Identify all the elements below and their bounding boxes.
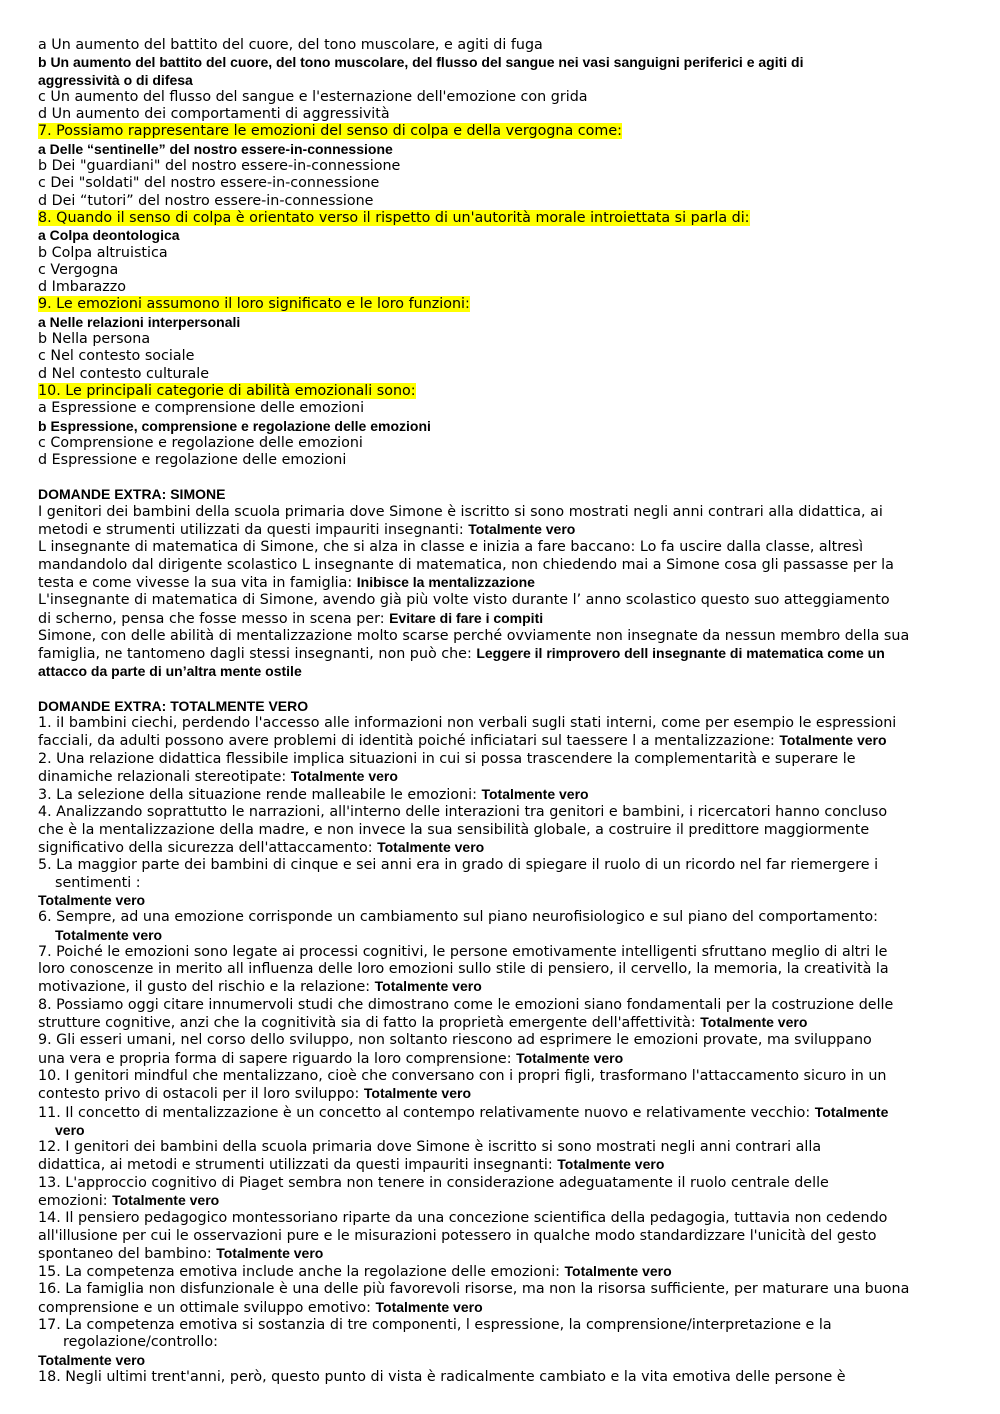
tv-item-8-line1: 8. Possiamo oggi citare innumervoli studi che dimostrano come le emozioni siano fondamentali per la costruzione delle (38, 996, 894, 1013)
tv-item-3-text: 3. La selezione della situazione rende malleabile le emozioni: (38, 787, 482, 804)
simone-p3-line1: L'insegnante di matematica di Simone, avendo già più volte visto durante l’ anno scolastico questo suo atteggiamento (38, 592, 890, 609)
q6-option-b-correct: b Un aumento del battito del cuore, del tono muscolare, del flusso del sangue nei vasi sanguigni periferici e agiti di (38, 54, 804, 71)
q10-option-a: a Espressione e comprensione delle emozioni (38, 400, 365, 417)
tv-item-14-line2: all'illusione per cui le osservazioni pure e le misurazioni potessero in qualche modo standardizzare l'unicità del gesto (38, 1227, 877, 1244)
simone-p4-line1: Simone, con delle abilità di mentalizzazione molto scarse perché ovviamente non insegnate da nessun membro della sua (38, 627, 910, 644)
tv-item-10-line1: 10. I genitori mindful che mentalizzano, cioè che conversano con i propri figli, trasformano l'attaccamento sicuro in un (38, 1067, 887, 1084)
tv-item-10-line2 (38, 1085, 968, 1103)
q6-option-c: c Un aumento del flusso del sangue e l'esternazione dell'emozione con grida (38, 88, 588, 105)
tv-item-12-text: didattica, ai metodi e strumenti utilizzati da questi impauriti insegnanti: (38, 1157, 558, 1174)
simone-p2-line1: L insegnante di matematica di Simone, che si alza in classe e inizia a fare baccano: Lo fa uscire dalla classe, altresì (38, 539, 864, 556)
tv-item-13-answer: Totalmente vero (112, 1192, 220, 1208)
q8-option-c: c Vergogna (38, 261, 119, 278)
q6-option-a: a Un aumento del battito del cuore, del tono muscolare, e agiti di fuga (38, 37, 543, 53)
simone-p2-line2: mandandolo dal dirigente scolastico L insegnante di matematica, non chiedendo mai a Simone cosa gli passasse per la (38, 556, 894, 573)
tv-item-9-answer: Totalmente vero (516, 1049, 624, 1066)
tv-item-4-answer: Totalmente vero (377, 839, 485, 856)
simone-p4-line2 (38, 645, 968, 663)
tv-item-14-text: spontaneo del bambino: (38, 1245, 217, 1262)
tv-item-18-line1: 18. Negli ultimi trent'anni, però, questo punto di vista è radicalmente cambiato e la vita emotiva delle persone è (38, 1368, 846, 1385)
tv-item-10-answer: Totalmente vero (363, 1085, 471, 1102)
q7-option-a-correct: a Delle “sentinelle” del nostro essere-in-connessione (38, 140, 393, 157)
tv-item-17-answer: Totalmente vero (38, 1351, 146, 1368)
q9-option-a-correct: a Nelle relazioni interpersonali (38, 313, 241, 330)
tv-item-8-answer: Totalmente vero (700, 1014, 808, 1031)
tv-item-11-answer-cont: vero (55, 1121, 85, 1138)
q6-option-b-correct-cont: aggressività o di difesa (38, 71, 193, 88)
tv-item-1-line1: 1. iI bambini ciechi, perdendo l'accesso alle informazioni non verbali sugli stati interni, come per esempio le espressioni (38, 714, 897, 731)
tv-item-15-answer: Totalmente vero (564, 1263, 672, 1280)
tv-item-17-line1: 17. La competenza emotiva si sostanzia di tre componenti, l espressione, la comprensione/interpretazione e la (38, 1317, 832, 1334)
tv-item-5-line1: 5. La maggior parte dei bambini di cinque e sei anni era in grado di spiegare il ruolo di un ricordo nel far riemergere i (38, 857, 879, 874)
tv-item-13-text: emozioni: (38, 1193, 113, 1209)
tv-item-4-line1: 4. Analizzando soprattutto le narrazioni, all'interno delle interazioni tra genitori e bambini, i ricercatori hanno concluso (38, 804, 888, 821)
tv-item-15-text: 15. La competenza emotiva include anche la regolazione delle emozioni: (38, 1264, 565, 1281)
simone-p1-line2 (38, 521, 968, 539)
q9-option-d: d Nel contesto culturale (38, 365, 210, 382)
tv-item-1-text: facciali, da adulti possono avere problemi di identità poiché inficiatari sul taessere l a mentalizzazione: (38, 733, 780, 750)
tv-item-16-text: comprensione e un ottimale sviluppo emotivo: (38, 1299, 376, 1316)
tv-item-5-line2: sentimenti : (55, 874, 141, 891)
tv-item-7-line3 (38, 978, 968, 996)
q10-question: 10. Le principali categorie di abilità emozionali sono: (38, 382, 416, 399)
tv-item-6-line1: 6. Sempre, ad una emozione corrisponde un cambiamento sul piano neurofisiologico e sul piano del comportamento: (38, 909, 878, 926)
tv-item-11-text: 11. Il concetto di mentalizzazione è un concetto al contempo relativamente nuovo e relativamente vecchio: (38, 1104, 815, 1121)
q8-option-d: d Imbarazzo (38, 279, 126, 296)
q9-option-c: c Nel contesto sociale (38, 348, 195, 365)
tv-item-4-text: significativo della sicurezza dell'attaccamento: (38, 840, 378, 857)
q7-option-d: d Dei “tutori” del nostro essere-in-connessione (38, 192, 374, 209)
simone-p1-line1: I genitori dei bambini della scuola primaria dove Simone è iscritto si sono mostrati negli anni contrari alla didattica, ai (38, 503, 883, 520)
q10-option-d: d Espressione e regolazione delle emozioni (38, 452, 347, 469)
simone-p1-answer: Totalmente vero (468, 521, 576, 538)
tv-item-7-answer: Totalmente vero (374, 978, 482, 995)
tv-item-8-text: strutture cognitive, anzi che la cognitività sia di fatto la proprietà emergente dell'affettività: (38, 1015, 701, 1032)
q9-question: 9. Le emozioni assumono il loro significato e le loro funzioni: (38, 296, 470, 313)
q7-option-c: c Dei "soldati" del nostro essere-in-connessione (38, 175, 380, 192)
totalmente-vero-heading: DOMANDE EXTRA: TOTALMENTE VERO (38, 697, 309, 714)
tv-item-14-line3 (38, 1245, 968, 1263)
tv-item-3-line1 (38, 786, 968, 804)
tv-item-14-line1: 14. Il pensiero pedagogico montessoriano riparte da una concezione scientifica della pedagogia, tuttavia non cedendo (38, 1210, 888, 1227)
tv-item-4-line3 (38, 839, 968, 857)
simone-p4-answer-cont: attacco da parte di un’altra mente ostile (38, 663, 302, 680)
simone-p2-answer: Inibisce la mentalizzazione (356, 573, 535, 590)
tv-item-7-text: motivazione, il gusto del rischio e la relazione: (38, 979, 375, 996)
tv-item-14-answer: Totalmente vero (216, 1244, 324, 1261)
tv-item-12-answer: Totalmente vero (557, 1156, 665, 1173)
tv-item-13-line2 (38, 1192, 968, 1210)
q10-option-c: c Comprensione e regolazione delle emozioni (38, 434, 363, 451)
tv-item-1-line2 (38, 732, 968, 750)
tv-item-16-line2 (38, 1299, 968, 1317)
tv-item-8-line2 (38, 1014, 968, 1032)
tv-item-15-line1 (38, 1263, 968, 1281)
tv-item-9-line1: 9. Gli esseri umani, nel corso dello sviluppo, non soltanto riescono ad esprimere le emozioni provate, ma sviluppano (38, 1032, 872, 1049)
q10-option-b-correct: b Espressione, comprensione e regolazione delle emozioni (38, 417, 431, 434)
document-page (38, 37, 968, 1386)
simone-p1-text: metodi e strumenti utilizzati da questi impauriti insegnanti: (38, 522, 469, 539)
simone-p3-text: di scherno, pensa che fosse messo in scena per: (38, 610, 390, 627)
simone-p2-line3 (38, 574, 968, 592)
tv-item-11-answer: Totalmente (814, 1103, 889, 1120)
tv-item-17-line2: regolazione/controllo: (63, 1334, 218, 1351)
q8-question: 8. Quando il senso di colpa è orientato verso il rispetto di un'autorità morale introiettata si parla di: (38, 209, 750, 226)
simone-p3-line2 (38, 610, 968, 628)
tv-item-2-line2 (38, 768, 968, 786)
tv-item-16-line1: 16. La famiglia non disfunzionale è una delle più favorevoli risorse, ma non la risorsa sufficiente, per maturare una buona (38, 1281, 910, 1298)
simone-p4-text: famiglia, ne tantomeno dagli stessi insegnanti, non può che: (38, 646, 477, 663)
tv-item-4-line2: che è la mentalizzazione della madre, e non invece la sua sensibilità globale, a costruire il predittore maggiormente (38, 821, 870, 838)
tv-item-12-line2 (38, 1156, 968, 1174)
tv-item-9-text: una vera e propria forma di sapere riguardo la loro comprensione: (38, 1050, 517, 1067)
q7-option-b: b Dei "guardiani" del nostro essere-in-connessione (38, 158, 401, 175)
tv-item-6-answer: Totalmente vero (55, 926, 163, 943)
tv-item-10-text: contesto privo di ostacoli per il loro sviluppo: (38, 1086, 364, 1103)
tv-item-12-line1: 12. I genitori dei bambini della scuola primaria dove Simone è iscritto si sono mostrati negli anni contrari alla (38, 1139, 822, 1156)
tv-item-9-line2 (38, 1050, 968, 1068)
tv-item-2-line1: 2. Una relazione didattica flessibile implica situazioni in cui si possa trascendere la complementarità e superare le (38, 750, 856, 767)
simone-heading: DOMANDE EXTRA: SIMONE (38, 486, 226, 503)
tv-item-5-answer: Totalmente vero (38, 891, 146, 908)
tv-item-2-text: dinamiche relazionali stereotipate: (38, 768, 291, 785)
tv-item-2-answer: Totalmente vero (290, 767, 398, 784)
tv-item-13-line1: 13. L'approccio cognitivo di Piaget sembra non tenere in considerazione adeguatamente il ruolo centrale delle (38, 1174, 829, 1191)
tv-item-11-line1 (38, 1104, 968, 1122)
q8-option-a-correct: a Colpa deontologica (38, 227, 180, 244)
tv-item-3-answer: Totalmente vero (481, 786, 589, 803)
q7-question: 7. Possiamo rappresentare le emozioni del senso di colpa e della vergogna come: (38, 123, 622, 140)
tv-item-1-answer: Totalmente vero (779, 732, 887, 749)
q8-option-b: b Colpa altruistica (38, 244, 168, 261)
q6-option-d: d Un aumento dei comportamenti di aggressività (38, 106, 390, 123)
q9-option-b: b Nella persona (38, 331, 151, 348)
simone-p4-answer: Leggere il rimprovero dell insegnante di matematica come un (476, 645, 885, 662)
simone-p2-text: testa e come vivesse la sua vita in famiglia: (38, 574, 357, 591)
tv-item-7-line2: loro conoscenze in merito all influenza delle loro emozioni sullo stile di pensiero, il cervello, la memoria, la creatività la (38, 961, 889, 978)
tv-item-16-answer: Totalmente vero (375, 1298, 483, 1315)
tv-item-7-line1: 7. Poiché le emozioni sono legate ai processi cognitivi, le persone emotivamente intelligenti sfruttano meglio di altri le (38, 943, 888, 960)
simone-p3-answer: Evitare di fare i compiti (389, 609, 544, 626)
